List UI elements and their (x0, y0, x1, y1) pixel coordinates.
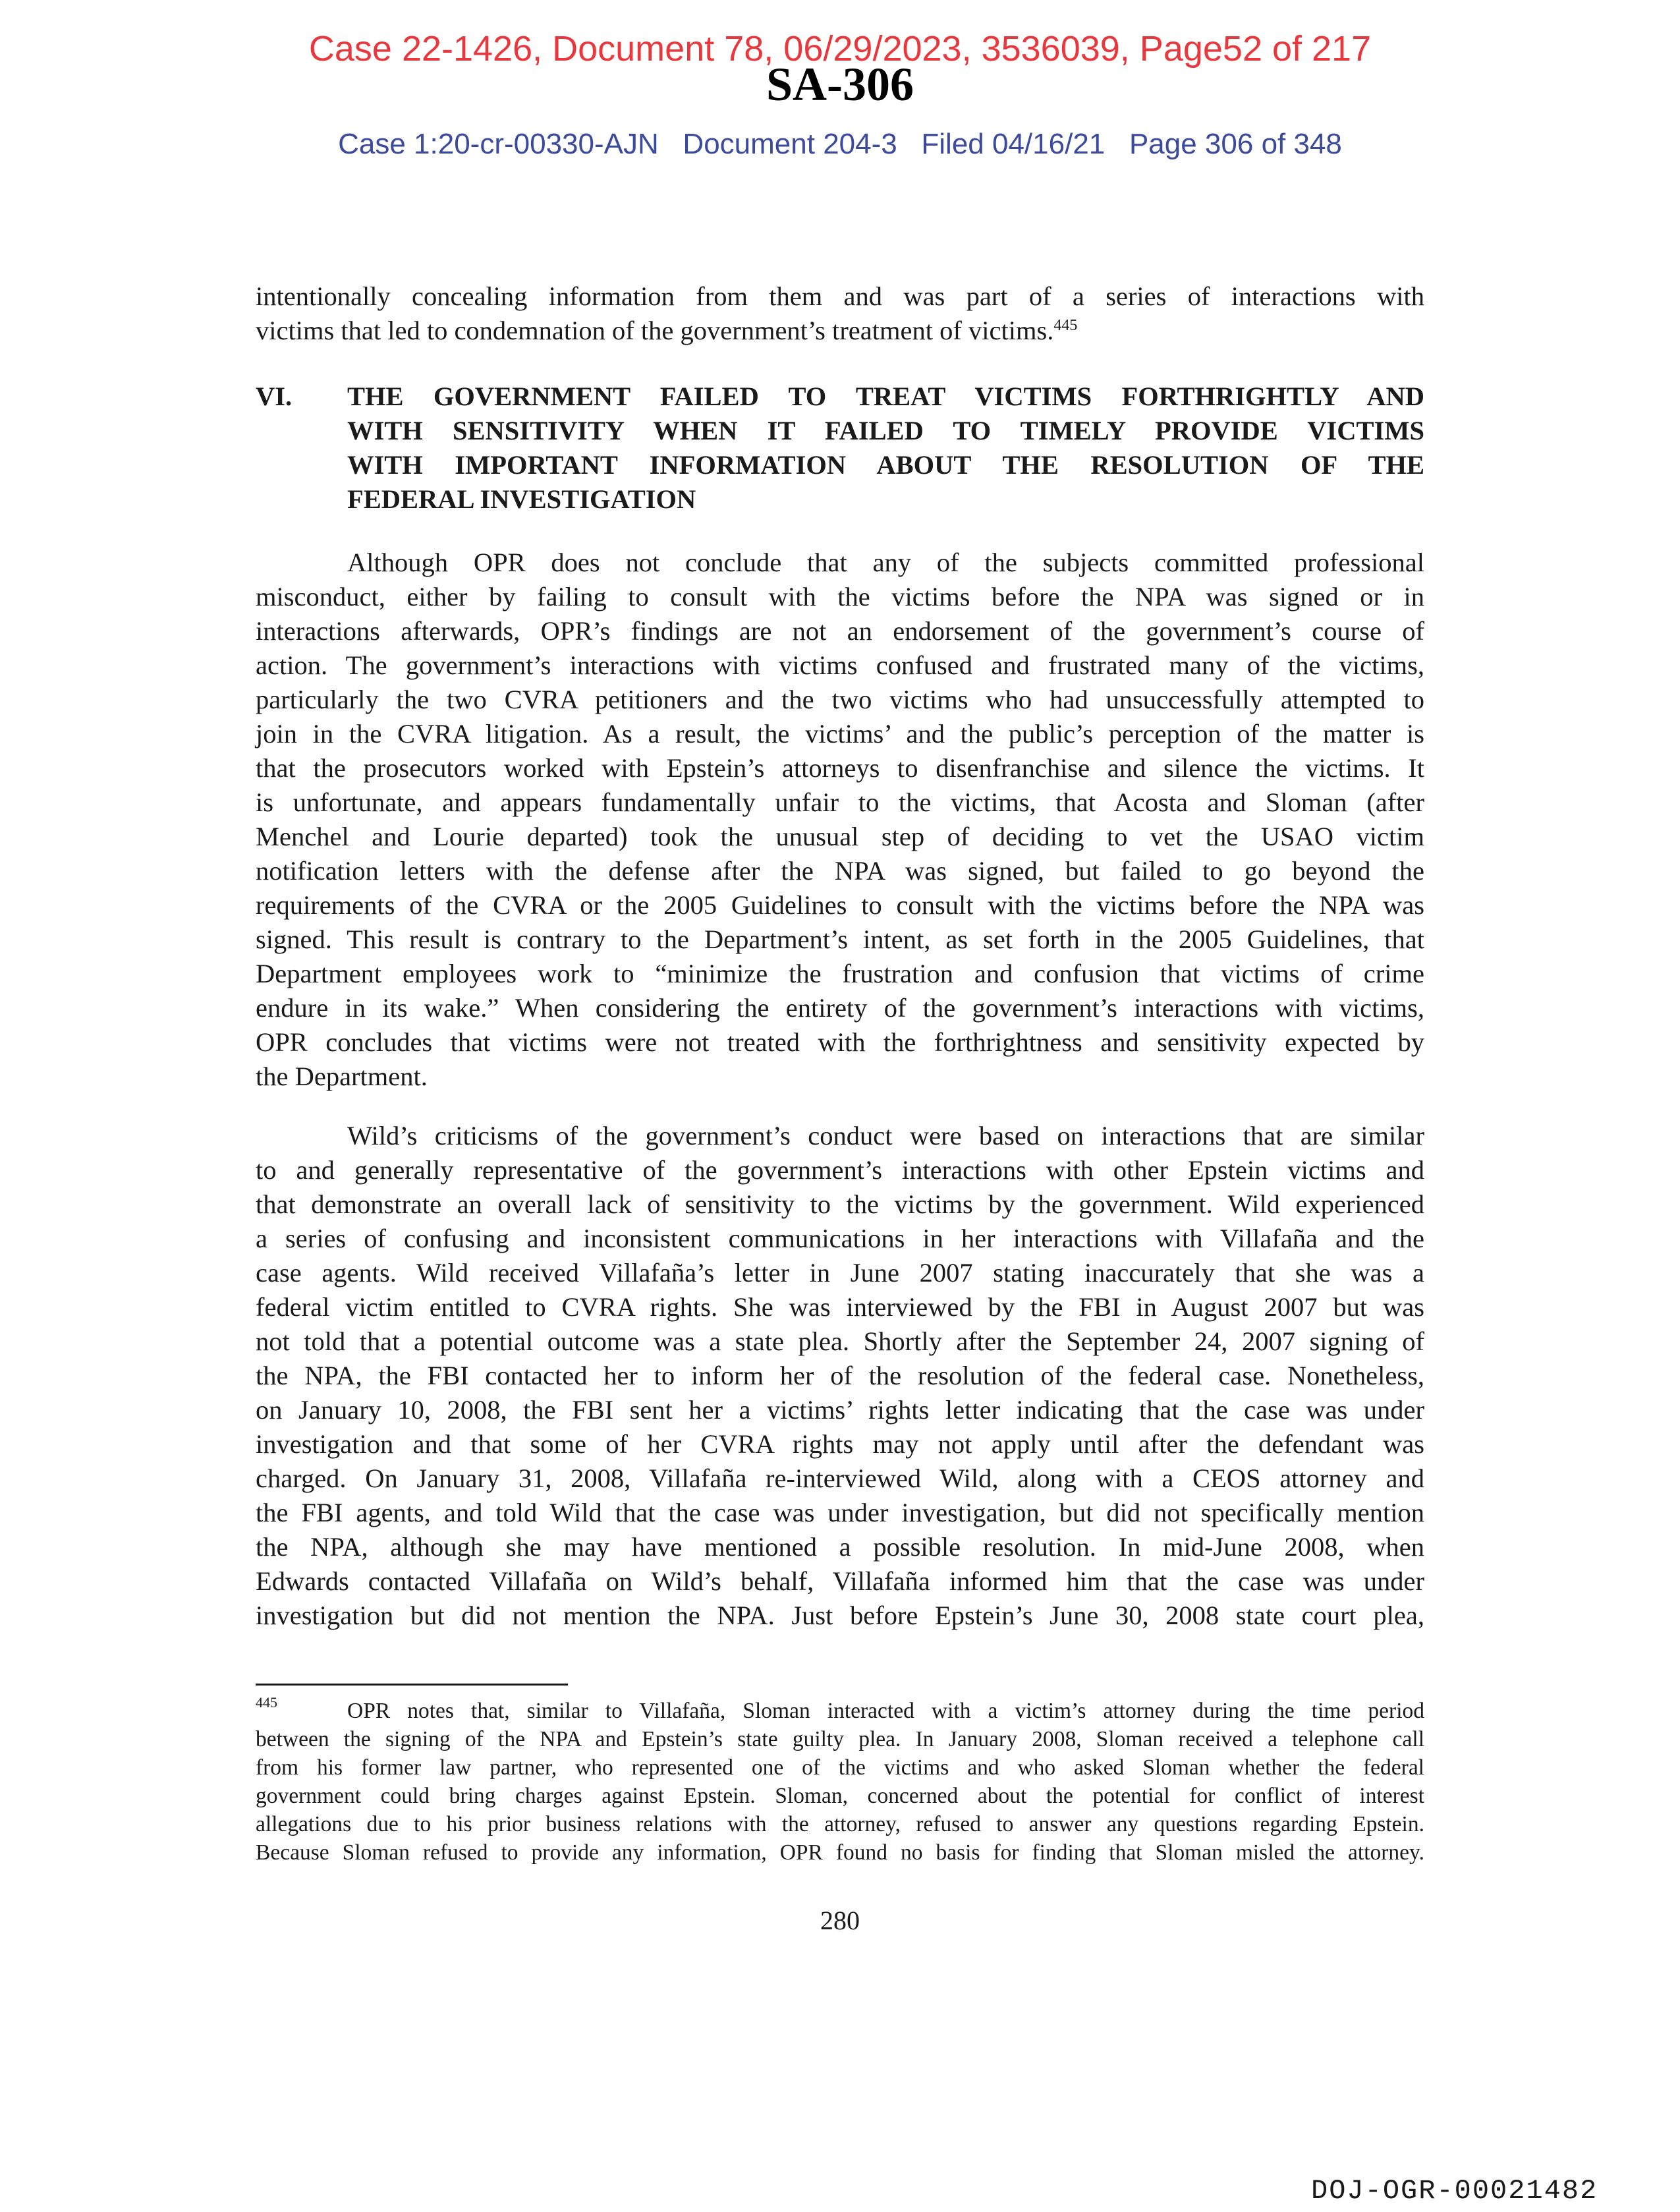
text-line: OPR concludes that victims were not treated with the forthrightness and sensitivity expected by (256, 1027, 1424, 1057)
heading-line: WITH IMPORTANT INFORMATION ABOUT THE RESOLUTION OF THE (347, 450, 1424, 480)
text-line: intentionally concealing information from them and was part of a series of interactions with (256, 281, 1424, 311)
text-line: action. The government’s interactions with victims confused and frustrated many of the victims, (256, 650, 1424, 680)
text-line: particularly the two CVRA petitioners and the two victims who had unsuccessfully attempted to (256, 685, 1424, 714)
footnote-line: from his former law partner, who represented one of the victims and who asked Sloman whether the federal (256, 1755, 1424, 1780)
footnote-line: between the signing of the NPA and Epstein’s state guilty plea. In January 2008, Sloman received a telephone call (256, 1727, 1424, 1751)
text-line: the Department. (256, 1062, 428, 1091)
text-span: victims that led to condemnation of the government’s treatment of victims. (256, 316, 1054, 345)
footnote-line: government could bring charges against Epstein. Sloman, concerned about the potential for conflict of interest (256, 1784, 1424, 1808)
heading-line: FEDERAL INVESTIGATION (347, 484, 696, 514)
text-line: requirements of the CVRA or the 2005 Guidelines to consult with the victims before the NPA was (256, 890, 1424, 920)
text-line: Department employees work to “minimize the frustration and confusion that victims of crime (256, 959, 1424, 988)
text-line: to and generally representative of the government’s interactions with other Epstein victims and (256, 1155, 1424, 1185)
heading-line: THE GOVERNMENT FAILED TO TREAT VICTIMS FORTHRIGHTLY AND (347, 382, 1424, 411)
text-line: endure in its wake.” When considering the entirety of the government’s interactions with victims, (256, 993, 1424, 1023)
district-case-stamp: Case 1:20-cr-00330-AJN Document 204-3 Filed 04/16/21 Page 306 of 348 (338, 128, 1342, 160)
bates-number: DOJ-OGR-00021482 (1311, 2175, 1598, 2207)
heading-line: WITH SENSITIVITY WHEN IT FAILED TO TIMELY PROVIDE VICTIMS (347, 416, 1424, 445)
text-line: Edwards contacted Villafaña on Wild’s behalf, Villafaña informed him that the case was under (256, 1566, 1424, 1596)
footnote-reference[interactable]: 445 (1053, 317, 1078, 334)
text-line: signed. This result is contrary to the Department’s intent, as set forth in the 2005 Guidelines, that (256, 924, 1424, 954)
text-line: Menchel and Lourie departed) took the unusual step of deciding to vet the USAO victim (256, 822, 1424, 851)
text-line: notification letters with the defense after the NPA was signed, but failed to go beyond the (256, 856, 1424, 886)
text-line: Although OPR does not conclude that any of the subjects committed professional (347, 548, 1424, 577)
text-line: a series of confusing and inconsistent communications in her interactions with Villafaña and the (256, 1224, 1424, 1253)
text-line: investigation but did not mention the NPA. Just before Epstein’s June 30, 2008 state court plea, (256, 1601, 1424, 1630)
text-line: the NPA, the FBI contacted her to inform her of the resolution of the federal case. Nonetheless, (256, 1361, 1424, 1390)
text-line: interactions afterwards, OPR’s findings are not an endorsement of the government’s course of (256, 616, 1424, 646)
text-line: Wild’s criticisms of the government’s conduct were based on interactions that are similar (347, 1121, 1424, 1150)
text-line: federal victim entitled to CVRA rights. She was interviewed by the FBI in August 2007 but was (256, 1292, 1424, 1322)
page-number: 280 (820, 1906, 860, 1935)
text-line: charged. On January 31, 2008, Villafaña re-interviewed Wild, along with a CEOS attorney and (256, 1463, 1424, 1493)
footnote-line: Because Sloman refused to provide any information, OPR found no basis for finding that Sloman misled the attorney. (256, 1840, 1424, 1865)
text-line: not told that a potential outcome was a state plea. Shortly after the September 24, 2007 signing of (256, 1326, 1424, 1356)
footnote-separator (256, 1684, 568, 1686)
text-line: investigation and that some of her CVRA rights may not apply until after the defendant was (256, 1429, 1424, 1459)
text-line: case agents. Wild received Villafaña’s letter in June 2007 stating inaccurately that she was a (256, 1258, 1424, 1288)
text-line: join in the CVRA litigation. As a result, the victims’ and the public’s perception of the matter is (256, 719, 1424, 749)
text-line: misconduct, either by failing to consult with the victims before the NPA was signed or in (256, 582, 1424, 611)
text-line: on January 10, 2008, the FBI sent her a victims’ rights letter indicating that the case was under (256, 1395, 1424, 1425)
section-number: VI. (256, 382, 293, 411)
text-line: the FBI agents, and told Wild that the case was under investigation, but did not specifically mention (256, 1498, 1424, 1527)
text-line: that demonstrate an overall lack of sensitivity to the victims by the government. Wild experienced (256, 1189, 1424, 1219)
text-line: the NPA, although she may have mentioned a possible resolution. In mid-June 2008, when (256, 1532, 1424, 1562)
text-line: is unfortunate, and appears fundamentally unfair to the victims, that Acosta and Sloman (after (256, 787, 1424, 817)
appendix-page-label: SA-306 (766, 58, 914, 111)
text-line (256, 314, 1424, 348)
footnote-number: 445 (256, 1694, 277, 1711)
text-line: that the prosecutors worked with Epstein’s attorneys to disenfranchise and silence the victims. It (256, 753, 1424, 783)
appeal-case-stamp: Case 22-1426, Document 78, 06/29/2023, 3536039, Page52 of 217 (308, 29, 1372, 69)
footnote-line: allegations due to his prior business relations with the attorney, refused to answer any questions regarding Epstein. (256, 1812, 1424, 1836)
footnote-line: OPR notes that, similar to Villafaña, Sloman interacted with a victim’s attorney during the time period (347, 1699, 1424, 1723)
